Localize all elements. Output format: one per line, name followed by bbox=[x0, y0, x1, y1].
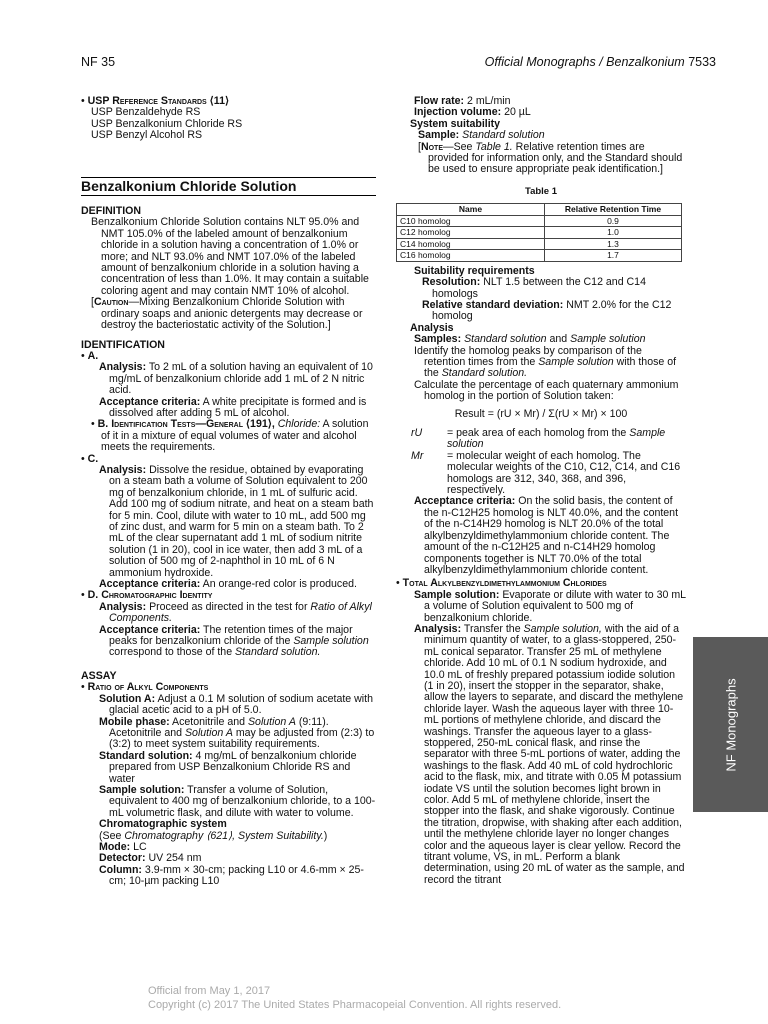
footer-official-date: Official from May 1, 2017 bbox=[148, 985, 271, 997]
assay-heading: ASSAY bbox=[81, 669, 117, 682]
variable-definition: Mr = molecular weight of each homolog. The molecular weights of the C10, C12, C14, and C16 homologs are 312, 340, 368, and 396, respectively. bbox=[411, 449, 681, 497]
monograph-title: Benzalkonium Chloride Solution bbox=[81, 177, 376, 196]
running-header-left: NF 35 bbox=[81, 55, 116, 69]
identification-heading: IDENTIFICATION bbox=[81, 338, 165, 351]
result-equation: Result = (rU × Mr) / Σ(rU × Mr) × 100 bbox=[454, 407, 628, 420]
footer-copyright: Copyright (c) 2017 The United States Pharmacopeial Convention. All rights reserved. bbox=[148, 999, 562, 1011]
running-header-right: Official Monographs / Benzalkonium 7533 bbox=[484, 55, 716, 69]
table-row: C14 homolog 1.3 bbox=[397, 238, 682, 250]
table-row: C12 homolog 1.0 bbox=[397, 227, 682, 239]
left-column: • USP Reference Standards ⟨11⟩ USP Benzaldehyde RS USP Benzalkonium Chloride RS USP Benzyl Alcohol RS Benzalkonium Chloride Solution DEFINITION Benzalkonium Chloride Solution contains NLT 95.0% and NMT 105.0% of the labeled amount of benzalkonium chloride in a solution having a concentration of 1.0% or more; and NLT 93.0% and NMT 107.0% of the labeled amount of benzalkonium chloride in a solution having a concentration of less than 1.0%. It may contain a suitable coloring agent and may contain NMT 10% of alcohol. [Caution—Mixing Benzalkonium Chloride Solution with ordinary soaps and anionic detergents may decrease or destroy the bacteriostatic activity of the Solution.] IDENTIFICATION • A. Analysis: To 2 mL of a solution having an equivalent of 10 mg/mL of benzalkonium chloride add 1 mL of 2 N nitric acid. Acceptance criteria: A white precipitate is formed and is dissolved after adding 5 mL of alcohol. • B. Identification Tests—General ⟨191⟩, Chloride: A solution of it in a mixture of equal volumes of water and alcohol meets the requirements. • C. Analysis: Dissolve the residue, obtained by evaporating on a steam bath a volume of Solution equivalent to 200 mg of benzalkonium chloride, in 1 mL of sulfuric acid. Add 100 mg of sodium nitrate, and heat on a steam bath for 5 min. Cool, dilute with water to 10 mL, add 500 mg of zinc dust, and warm for 5 min on a steam bath. To 2 mL of the clear supernatant add 1 mL of sodium nitrite solution (1 in 20), cool in ice water, then add 3 mL of a solution of 500 mg of 2-naphthol in 10 mL of 6 N ammonium hydroxide. Acceptance criteria: An orange-red color is produced. • D. Chromatographic Identity Analysis: Proceed as directed in the test for Ratio of Alkyl Components. Acceptance criteria: The retention times of the major peaks for benzalkonium chloride of the Sample solution correspond to those of the Standard solution. ASSAY • Ratio of Alkyl Components Solution A: Adjust a 0.1 M solution of sodium acetate with glacial acetic acid to a pH of 5.0. Mobile phase: Acetonitrile and Solution A (9:11). Acetonitrile and Solution A may be adjusted from (2:3) to (3:2) to meet system suitability requirements. Standard solution: 4 mg/mL of benzalkonium chloride prepared from USP Benzalkonium Chloride RS and water Sample solution: Transfer a volume of Solution, equivalent to 400 mg of benzalkonium chloride, to a 100-mL volumetric flask, and dilute with water to volume. Chromatographic system (See Chromatography ⟨621⟩, System Suitability.) Mode: LC Detector: UV 254 nm Column: 3.9-mm × 30-cm; packing L10 or 4.6-mm × 25-cm; 10-µm packing L10 bbox=[81, 95, 376, 888]
table-header-rrt: Relative Retention Time bbox=[545, 204, 682, 216]
definition-heading: DEFINITION bbox=[81, 205, 142, 218]
retention-table bbox=[396, 203, 682, 262]
definition-text: Benzalkonium Chloride Solution contains NLT 95.0% and NMT 105.0% of the labeled amount of benzalkonium chloride in a solution having a concentration of 1.0% or more; and NLT 93.0% and NMT 107.0% of the labeled amount of benzalkonium chloride in a solution having a concentration of less than 1.0%. It may contain a suitable coloring agent and may contain NMT 10% of alcohol. bbox=[91, 216, 369, 297]
usp-reference-heading: USP Reference Standards ⟨11⟩ bbox=[87, 95, 230, 107]
table-header-name: Name bbox=[397, 204, 545, 216]
usp-ref-item: USP Benzaldehyde RS bbox=[91, 106, 201, 119]
caution-note: [Caution—Mixing Benzalkonium Chloride Solution with ordinary soaps and anionic detergents may decrease or destroy the bacteriostatic activity of the Solution.] bbox=[91, 296, 363, 332]
usp-ref-item: USP Benzalkonium Chloride RS bbox=[91, 117, 243, 130]
table-row: C10 homolog 0.9 bbox=[397, 215, 682, 227]
section-side-tab: NF Monographs bbox=[693, 637, 768, 812]
usp-ref-item: USP Benzyl Alcohol RS bbox=[91, 129, 203, 142]
table-row: C16 homolog 1.7 bbox=[397, 250, 682, 262]
table-note: [Note—See Table 1. Relative retention times are provided for information only, and the Standard should be used to ensure appropriate peak identification.] bbox=[418, 140, 683, 176]
table-title: Table 1 bbox=[524, 185, 558, 197]
right-column: Flow rate: 2 mL/min Injection volume: 20 µL System suitability Sample: Standard solution [Note—See Table 1. Relative retention times are provided for information only, and the Standard should be used to ensure appropriate peak identification.] Table 1 Name Relative Retention Time C10 homolog 0.9 C12 homolog 1.0 C14 homolog 1.3 C16 homolog 1.7 Suitability requirements Resolution: NLT 1.5 between the C12 and C14 homologs Relative standard deviation: NMT 2.0% for the C12 homolog Analysis Samples: Standard solution and Sample solution Identify the homolog peaks by comparison of the retention times from the Sample solution with those of the Standard solution. Calculate the percentage of each quaternary ammonium homolog in the portion of Solution taken: Result = (rU × Mr) / Σ(rU × Mr) × 100 rU = peak area of each homolog from the Sample solution Mr = molecular weight of each homolog. The molecular weights of the C10, C12, C14, and C16 homologs are 312, 340, 368, and 396, respectively. Acceptance criteria: On the solid basis, the content of the n-C12H25 homolog is NLT 40.0%, and the content of the n-C14H29 homolog is NLT 20.0% of the total alkylbenzyldimethylammonium chloride content. The amount of the n-C12H25 and n-C14H29 homolog components together is NLT 70.0% of the total alkylbenzyldimethylammonium chloride content. • Total Alkylbenzyldimethylammonium Chlorides Sample solution: Evaporate or dilute with water to 30 mL a volume of Solution equivalent to 500 mg of benzalkonium chloride. Analysis: Transfer the Sample solution, with the aid of a minimum quantity of water, to a glass-stoppered, 250-mL conical separator. Transfer 25 mL of methylene chloride. Add 10 mL of 0.1 N sodium hydroxide, and 10.0 mL of freshly prepared potassium iodide solution (1 in 20), insert the stopper in the separator, shake, allow the layers to separate, and discard the methylene chloride layer. Wash the aqueous layer with three 10-mL portions of methylene chloride, and discard the washings. Transfer the aqueous layer to a glass-stoppered, 250-mL conical flask, and rinse the separator with three 5-mL portions of water, adding the washings to the flask. Add 40 mL of cold hydrochloric acid to the flask, mix, and titrate with 0.05 M potassium iodate VS until the solution becomes light brown in color. Add 5 mL of methylene chloride, insert the stopper into the flask, and shake vigorously. Continue the titration, dropwise, with shaking after each addition, until the methylene chloride layer no longer changes color and the aqueous layer is clear yellow. Record the titrant volume, VS, in mL. Perform a blank determination, using 20 mL of water as the sample, and record the titrant bbox=[396, 95, 686, 886]
page-number: 7533 bbox=[688, 55, 716, 69]
variable-definition: rU = peak area of each homolog from the Sample solution bbox=[411, 427, 666, 451]
